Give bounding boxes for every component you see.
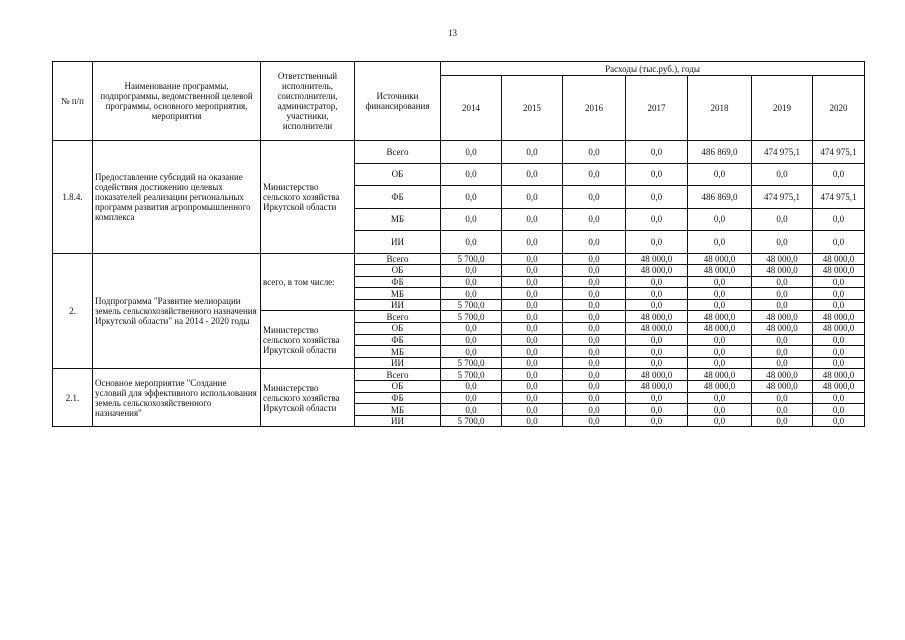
expense-value: 48 000,0 <box>626 381 688 393</box>
expense-value: 0,0 <box>563 369 626 381</box>
row-number: 2.1. <box>53 369 93 427</box>
expense-value: 0,0 <box>502 253 563 265</box>
expense-value: 0,0 <box>502 231 563 254</box>
expense-value: 48 000,0 <box>688 265 752 277</box>
expense-value: 0,0 <box>563 357 626 369</box>
funding-source: Всего <box>355 369 441 381</box>
expense-value: 0,0 <box>813 163 865 186</box>
expense-value: 0,0 <box>752 334 813 346</box>
expense-value: 48 000,0 <box>626 265 688 277</box>
expense-value: 0,0 <box>502 392 563 404</box>
expense-value: 0,0 <box>813 208 865 231</box>
expense-value: 486 869,0 <box>688 186 752 209</box>
expense-value: 0,0 <box>626 163 688 186</box>
expense-value: 0,0 <box>441 323 502 335</box>
expense-value: 0,0 <box>626 276 688 288</box>
funding-source: ОБ <box>355 323 441 335</box>
expense-value: 0,0 <box>688 288 752 300</box>
expense-value: 0,0 <box>626 357 688 369</box>
expense-value: 0,0 <box>626 208 688 231</box>
expense-value: 0,0 <box>813 276 865 288</box>
expense-value: 474 975,1 <box>752 186 813 209</box>
expense-value: 0,0 <box>563 253 626 265</box>
expense-value: 48 000,0 <box>752 253 813 265</box>
expense-value: 0,0 <box>752 346 813 358</box>
expense-value: 0,0 <box>626 404 688 416</box>
funding-source: Всего <box>355 253 441 265</box>
funding-source: ИИ <box>355 357 441 369</box>
expense-value: 0,0 <box>752 288 813 300</box>
funding-source: Всего <box>355 141 441 164</box>
responsible-executor: Министерство сельского хозяйства Иркутской области <box>261 369 355 427</box>
expense-value: 0,0 <box>563 288 626 300</box>
expense-value: 48 000,0 <box>626 323 688 335</box>
expense-value: 0,0 <box>441 141 502 164</box>
header-year: 2017 <box>626 76 688 141</box>
expense-value: 0,0 <box>688 163 752 186</box>
expense-value: 0,0 <box>502 415 563 427</box>
expense-value: 0,0 <box>813 404 865 416</box>
expense-value: 0,0 <box>563 231 626 254</box>
funding-source: Всего <box>355 311 441 323</box>
expense-value: 0,0 <box>502 381 563 393</box>
expense-value: 0,0 <box>626 186 688 209</box>
expense-value: 0,0 <box>441 288 502 300</box>
table-row <box>53 141 865 164</box>
expense-value: 48 000,0 <box>752 311 813 323</box>
expense-value: 5 700,0 <box>441 253 502 265</box>
expense-value: 0,0 <box>752 392 813 404</box>
expense-value: 0,0 <box>502 288 563 300</box>
funding-source: ОБ <box>355 265 441 277</box>
funding-source: ИИ <box>355 415 441 427</box>
table-body <box>53 141 865 427</box>
expense-value: 0,0 <box>441 381 502 393</box>
expense-value: 0,0 <box>502 323 563 335</box>
expense-value: 0,0 <box>813 415 865 427</box>
expense-value: 0,0 <box>502 334 563 346</box>
expense-value: 0,0 <box>752 415 813 427</box>
funding-source: ФБ <box>355 276 441 288</box>
funding-source: ОБ <box>355 381 441 393</box>
funding-source: МБ <box>355 404 441 416</box>
program-name: Подпрограмма "Развитие мелиорации земель сельскохозяйственного назначения Иркутской области" на 2014 - 2020 годы <box>93 253 261 369</box>
program-name: Основное мероприятие "Создание условий для эффективного использования земель сельскохозяйственного назначения" <box>93 369 261 427</box>
expense-value: 0,0 <box>813 346 865 358</box>
expense-value: 48 000,0 <box>626 311 688 323</box>
expense-value: 0,0 <box>563 323 626 335</box>
row-number: 2. <box>53 253 93 369</box>
expense-value: 0,0 <box>813 357 865 369</box>
expense-value: 0,0 <box>441 163 502 186</box>
expense-value: 5 700,0 <box>441 369 502 381</box>
expense-value: 0,0 <box>502 208 563 231</box>
expense-value: 0,0 <box>441 186 502 209</box>
expense-value: 48 000,0 <box>813 369 865 381</box>
expense-value: 0,0 <box>752 357 813 369</box>
expense-value: 0,0 <box>441 231 502 254</box>
expense-value: 48 000,0 <box>813 253 865 265</box>
header-year: 2018 <box>688 76 752 141</box>
expense-value: 48 000,0 <box>813 311 865 323</box>
header-year: 2015 <box>502 76 563 141</box>
expense-value: 0,0 <box>563 311 626 323</box>
expense-value: 0,0 <box>441 404 502 416</box>
expense-value: 0,0 <box>563 186 626 209</box>
expense-value: 0,0 <box>563 141 626 164</box>
expense-value: 0,0 <box>502 265 563 277</box>
expense-value: 48 000,0 <box>752 369 813 381</box>
expense-value: 0,0 <box>502 276 563 288</box>
expense-value: 0,0 <box>813 231 865 254</box>
expense-value: 0,0 <box>563 392 626 404</box>
expense-value: 0,0 <box>688 299 752 311</box>
expense-value: 48 000,0 <box>813 265 865 277</box>
expense-value: 0,0 <box>502 404 563 416</box>
expense-value: 0,0 <box>563 334 626 346</box>
expense-value: 0,0 <box>752 208 813 231</box>
expense-value: 0,0 <box>688 404 752 416</box>
header-expenses: Расходы (тыс.руб.), годы <box>441 62 865 76</box>
header-sources: Источники финансирования <box>355 62 441 141</box>
expense-value: 0,0 <box>813 288 865 300</box>
expense-value: 0,0 <box>626 334 688 346</box>
funding-source: МБ <box>355 208 441 231</box>
expense-value: 0,0 <box>688 208 752 231</box>
header-year: 2019 <box>752 76 813 141</box>
expense-value: 0,0 <box>563 404 626 416</box>
expense-value: 0,0 <box>502 163 563 186</box>
funding-source: ИИ <box>355 231 441 254</box>
header-responsible: Ответственный исполнитель, соисполнители, администратор, участники, исполнители <box>261 62 355 141</box>
row-number: 1.8.4. <box>53 141 93 254</box>
expense-value: 0,0 <box>563 381 626 393</box>
expense-value: 48 000,0 <box>688 311 752 323</box>
expense-value: 0,0 <box>563 163 626 186</box>
responsible-executor: Министерство сельского хозяйства Иркутской области <box>261 141 355 254</box>
expense-value: 0,0 <box>502 357 563 369</box>
table-header <box>53 62 865 141</box>
responsible-executor: всего, в том числе: <box>261 253 355 311</box>
expense-value: 0,0 <box>441 276 502 288</box>
expense-value: 48 000,0 <box>688 323 752 335</box>
funding-source: МБ <box>355 288 441 300</box>
expense-value: 48 000,0 <box>688 381 752 393</box>
expenses-table <box>52 61 865 427</box>
expense-value: 0,0 <box>626 346 688 358</box>
expense-value: 0,0 <box>502 186 563 209</box>
funding-source: ФБ <box>355 334 441 346</box>
expense-value: 0,0 <box>813 299 865 311</box>
expense-value: 486 869,0 <box>688 141 752 164</box>
expense-value: 0,0 <box>688 276 752 288</box>
expense-value: 5 700,0 <box>441 311 502 323</box>
expense-value: 0,0 <box>688 415 752 427</box>
expense-value: 48 000,0 <box>813 381 865 393</box>
funding-source: ФБ <box>355 186 441 209</box>
expense-value: 0,0 <box>441 208 502 231</box>
expense-value: 0,0 <box>563 415 626 427</box>
expense-value: 0,0 <box>752 276 813 288</box>
header-year: 2016 <box>563 76 626 141</box>
table-row <box>53 253 865 265</box>
expense-value: 0,0 <box>752 404 813 416</box>
expense-value: 48 000,0 <box>688 253 752 265</box>
expense-value: 48 000,0 <box>752 381 813 393</box>
header-year: 2020 <box>813 76 865 141</box>
expense-value: 5 700,0 <box>441 357 502 369</box>
expense-value: 0,0 <box>563 346 626 358</box>
expense-value: 0,0 <box>441 346 502 358</box>
expense-value: 0,0 <box>626 392 688 404</box>
expense-value: 474 975,1 <box>813 141 865 164</box>
expense-value: 0,0 <box>563 208 626 231</box>
expense-value: 0,0 <box>626 415 688 427</box>
expense-value: 0,0 <box>502 346 563 358</box>
expense-value: 5 700,0 <box>441 415 502 427</box>
expense-value: 0,0 <box>688 357 752 369</box>
expense-value: 0,0 <box>626 231 688 254</box>
expense-value: 0,0 <box>688 334 752 346</box>
expense-value: 5 700,0 <box>441 299 502 311</box>
expense-value: 0,0 <box>563 276 626 288</box>
expense-value: 474 975,1 <box>813 186 865 209</box>
funding-source: ИИ <box>355 299 441 311</box>
funding-source: ОБ <box>355 163 441 186</box>
expense-value: 0,0 <box>813 334 865 346</box>
expense-value: 0,0 <box>502 299 563 311</box>
table-row <box>53 369 865 381</box>
expense-value: 0,0 <box>752 231 813 254</box>
expense-value: 0,0 <box>752 299 813 311</box>
expense-value: 0,0 <box>626 288 688 300</box>
expense-value: 0,0 <box>563 299 626 311</box>
header-year: 2014 <box>441 76 502 141</box>
expense-value: 0,0 <box>813 392 865 404</box>
expense-value: 0,0 <box>441 392 502 404</box>
header-name: Наименование программы, подпрограммы, ведомственной целевой программы, основного мероприятия, мероприятия <box>93 62 261 141</box>
expense-value: 0,0 <box>502 369 563 381</box>
expense-value: 48 000,0 <box>626 253 688 265</box>
expense-value: 0,0 <box>563 265 626 277</box>
expense-value: 0,0 <box>441 265 502 277</box>
expense-value: 48 000,0 <box>813 323 865 335</box>
expense-value: 48 000,0 <box>752 265 813 277</box>
expense-value: 48 000,0 <box>626 369 688 381</box>
expense-value: 0,0 <box>626 299 688 311</box>
expense-value: 0,0 <box>441 334 502 346</box>
expense-value: 0,0 <box>502 311 563 323</box>
header-number: № п/п <box>53 62 93 141</box>
expense-value: 0,0 <box>688 346 752 358</box>
expense-value: 0,0 <box>688 392 752 404</box>
page-number: 13 <box>448 28 457 38</box>
expense-value: 0,0 <box>502 141 563 164</box>
program-name: Предоставление субсидий на оказание содействия достижению целевых показателей реализации региональных программ развития агропромышленного комплекса <box>93 141 261 254</box>
expense-value: 48 000,0 <box>688 369 752 381</box>
expense-value: 48 000,0 <box>752 323 813 335</box>
expense-value: 0,0 <box>752 163 813 186</box>
responsible-executor: Министерство сельского хозяйства Иркутской области <box>261 311 355 369</box>
expense-value: 0,0 <box>626 141 688 164</box>
expense-value: 0,0 <box>688 231 752 254</box>
expense-value: 474 975,1 <box>752 141 813 164</box>
funding-source: МБ <box>355 346 441 358</box>
funding-source: ФБ <box>355 392 441 404</box>
